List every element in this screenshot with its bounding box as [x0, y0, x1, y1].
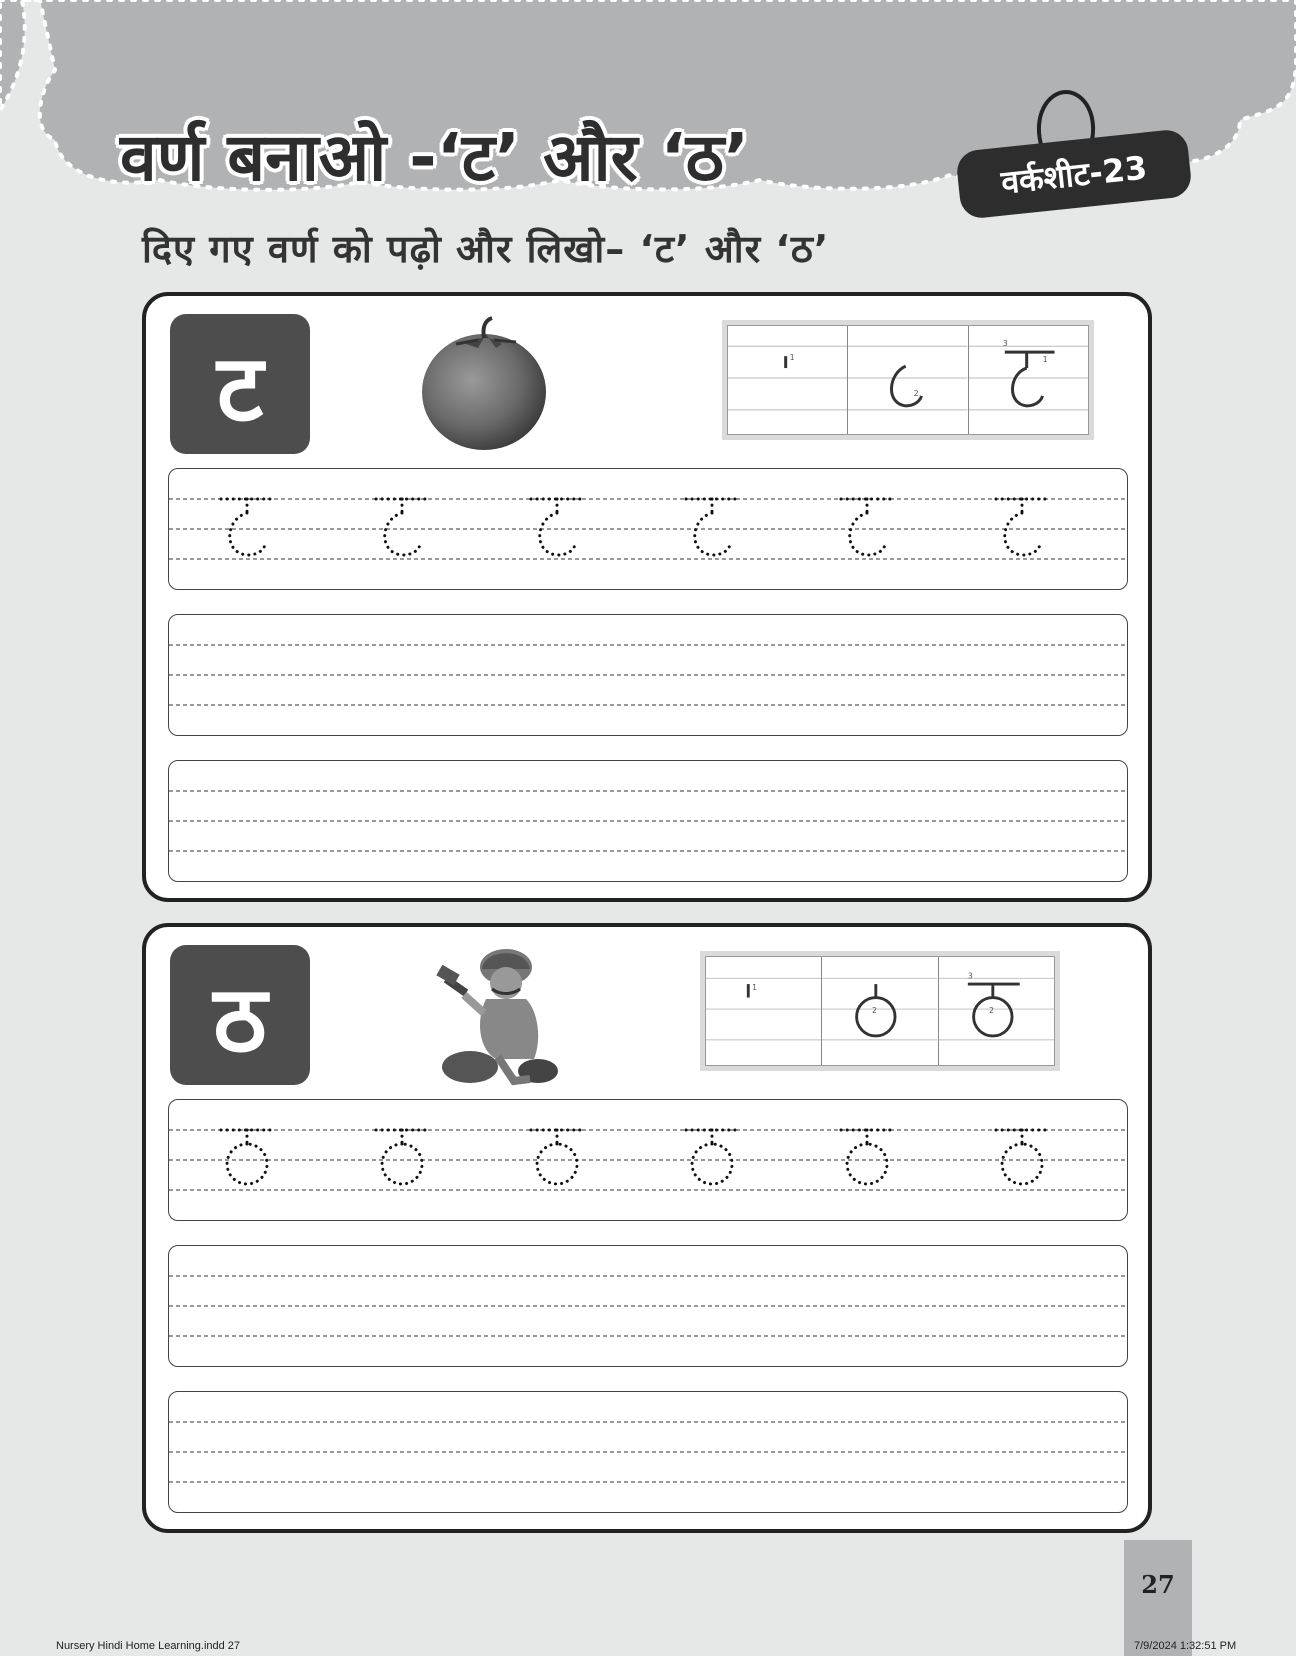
dotted-letter	[996, 499, 1048, 555]
page-title: वर्ण बनाओ -‘ट’ और ‘ठ’	[120, 119, 750, 196]
dotted-letter	[221, 1130, 273, 1184]
stroke-order-chart	[700, 951, 1060, 1071]
footer-timestamp: 7/9/2024 1:32:51 PM	[1134, 1640, 1237, 1652]
dotted-letter	[996, 1130, 1048, 1184]
tracing-row[interactable]	[168, 1099, 1128, 1221]
stroke-step-3	[969, 326, 1088, 434]
instruction-text: दिए गए वर्ण को पढ़ो और लिखो– ‘ट’ और ‘ठ’	[142, 227, 830, 271]
tomato-icon	[416, 314, 556, 454]
guide-lines	[169, 1246, 1127, 1366]
svg-text:1: 1	[752, 982, 758, 992]
svg-text:1: 1	[789, 353, 795, 363]
letter-tile: ठ	[170, 945, 310, 1085]
stroke-order-chart	[722, 320, 1094, 440]
writing-row[interactable]	[168, 1391, 1128, 1513]
worksheet-tag: वर्कशीट-23	[955, 128, 1193, 220]
writing-row[interactable]	[168, 760, 1128, 882]
letter-card-ta	[142, 292, 1152, 902]
letter-card-tha	[142, 923, 1152, 1533]
dotted-letter	[841, 1130, 893, 1184]
dotted-letter	[686, 499, 738, 555]
letter-tile: ट	[170, 314, 310, 454]
dotted-letter	[221, 499, 273, 555]
stroke-step-2	[848, 326, 968, 434]
svg-text:2: 2	[988, 1005, 994, 1015]
svg-text:2: 2	[913, 388, 920, 398]
stroke-step-3	[939, 957, 1054, 1065]
stroke-step-2	[822, 957, 938, 1065]
svg-text:3: 3	[967, 971, 973, 981]
guide-lines	[169, 469, 1127, 589]
tracing-row[interactable]	[168, 468, 1128, 590]
svg-text:2: 2	[872, 1005, 878, 1015]
guide-lines	[169, 615, 1127, 735]
dotted-letter	[531, 499, 583, 555]
dotted-letter	[531, 1130, 583, 1184]
page-number: 27	[1124, 1540, 1192, 1656]
footer-file-info: Nursery Hindi Home Learning.indd 27	[56, 1640, 241, 1652]
cobbler-icon	[426, 939, 566, 1089]
dotted-letter	[376, 1130, 428, 1184]
svg-text:1: 1	[1042, 355, 1048, 365]
guide-lines	[169, 1392, 1127, 1512]
guide-lines	[169, 1100, 1127, 1220]
stroke-step-1	[706, 957, 822, 1065]
writing-row[interactable]	[168, 1245, 1128, 1367]
dotted-letter	[376, 499, 428, 555]
dotted-letter	[841, 499, 893, 555]
stroke-step-1	[728, 326, 848, 434]
dotted-letter	[686, 1130, 738, 1184]
svg-text:3: 3	[1002, 339, 1008, 349]
guide-lines	[169, 761, 1127, 881]
writing-row[interactable]	[168, 614, 1128, 736]
